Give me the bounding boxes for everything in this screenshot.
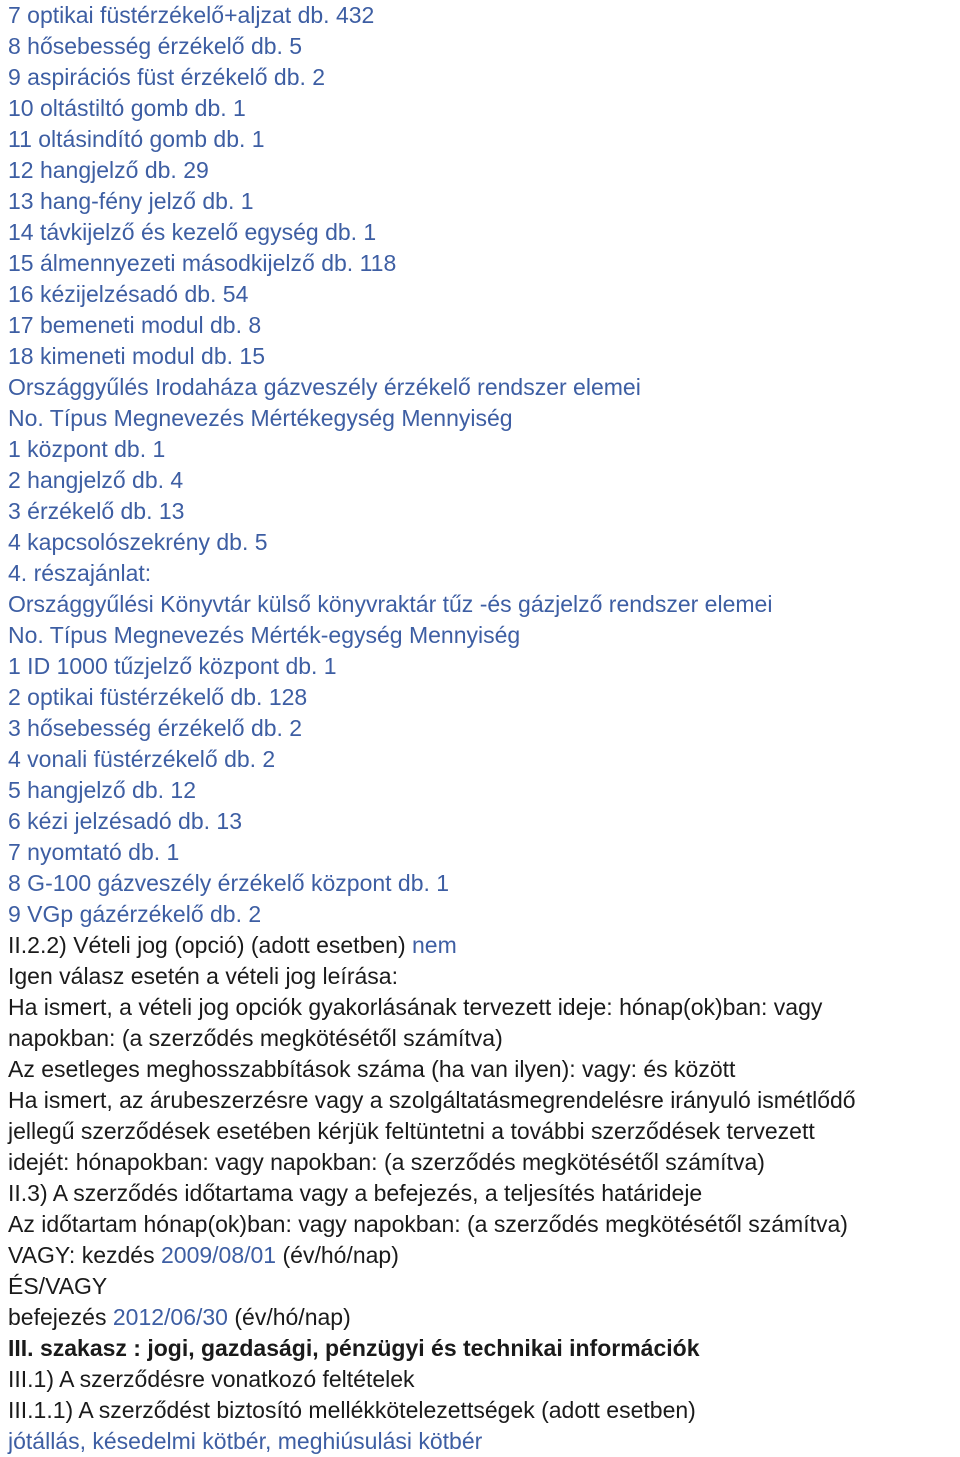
document-line xyxy=(8,651,960,682)
filled-value-text: 15 álmennyezeti másodkijelző db. 118 xyxy=(8,250,397,276)
document-line xyxy=(8,279,960,310)
document-line xyxy=(8,434,960,465)
document-line xyxy=(8,1147,960,1178)
form-label-text: jellegű szerződések esetében kérjük feltüntetni a további szerződések tervezett xyxy=(8,1118,815,1144)
document-line xyxy=(8,1209,960,1240)
filled-value-text: 16 kézijelzésadó db. 54 xyxy=(8,281,249,307)
document-line xyxy=(8,620,960,651)
filled-value-text: 4 vonali füstérzékelő db. 2 xyxy=(8,746,276,772)
document-line xyxy=(8,1054,960,1085)
document-line xyxy=(8,1178,960,1209)
form-label-text: (év/hó/nap) xyxy=(276,1242,399,1268)
document-line xyxy=(8,775,960,806)
filled-value-text: 4 kapcsolószekrény db. 5 xyxy=(8,529,268,555)
form-label-text: II.2.2) Vételi jog (opció) (adott esetben) xyxy=(8,932,412,958)
filled-value-text: 2 hangjelző db. 4 xyxy=(8,467,184,493)
filled-value-text: 3 hősebesség érzékelő db. 2 xyxy=(8,715,303,741)
filled-value-text: jótállás, késedelmi kötbér, meghiúsulási kötbér xyxy=(8,1428,483,1454)
document-line xyxy=(8,31,960,62)
document-line xyxy=(8,1023,960,1054)
filled-value-text: 7 nyomtató db. 1 xyxy=(8,839,180,865)
filled-value-text: 6 kézi jelzésadó db. 13 xyxy=(8,808,242,834)
document-line xyxy=(8,465,960,496)
form-label-text: VAGY: kezdés xyxy=(8,1242,161,1268)
form-label-text: Igen válasz esetén a vételi jog leírása: xyxy=(8,963,398,989)
filled-value-text: 13 hang-fény jelző db. 1 xyxy=(8,188,254,214)
document-line xyxy=(8,744,960,775)
document-line xyxy=(8,1364,960,1395)
document-line xyxy=(8,1271,960,1302)
filled-value-text: 7 optikai füstérzékelő+aljzat db. 432 xyxy=(8,2,375,28)
document-line xyxy=(8,527,960,558)
document-line xyxy=(8,1426,960,1457)
document-line xyxy=(8,961,960,992)
document-line xyxy=(8,713,960,744)
document-line xyxy=(8,682,960,713)
form-label-text: (év/hó/nap) xyxy=(227,1304,351,1330)
filled-value-text: Országgyűlési Könyvtár külső könyvraktár tűz -és gázjelző rendszer elemei xyxy=(8,591,773,617)
form-label-text: idejét: hónapokban: vagy napokban: (a szerződés megkötésétől számítva) xyxy=(8,1149,765,1175)
filled-value-text: 3 érzékelő db. 13 xyxy=(8,498,185,524)
filled-value-text: 17 bemeneti modul db. 8 xyxy=(8,312,262,338)
filled-value-text: 8 G-100 gázveszély érzékelő központ db. 1 xyxy=(8,870,450,896)
filled-value-text: 12 hangjelző db. 29 xyxy=(8,157,209,183)
document-line xyxy=(8,62,960,93)
filled-value-text: nem xyxy=(412,932,457,958)
filled-value-text: Országgyűlés Irodaháza gázveszély érzékelő rendszer elemei xyxy=(8,374,641,400)
document-line xyxy=(8,403,960,434)
filled-value-text: 10 oltástiltó gomb db. 1 xyxy=(8,95,246,121)
form-label-text: II.3) A szerződés időtartama vagy a befejezés, a teljesítés határideje xyxy=(8,1180,703,1206)
document-line xyxy=(8,93,960,124)
document-line xyxy=(8,155,960,186)
filled-value-text: 1 ID 1000 tűzjelző központ db. 1 xyxy=(8,653,337,679)
form-label-text: III.1.1) A szerződést biztosító mellékkötelezettségek (adott esetben) xyxy=(8,1397,696,1423)
document-line xyxy=(8,589,960,620)
document-line xyxy=(8,1302,960,1333)
document-line xyxy=(8,310,960,341)
form-label-text: Az esetleges meghosszabbítások száma (ha van ilyen): vagy: és között xyxy=(8,1056,736,1082)
document-line xyxy=(8,837,960,868)
document-line xyxy=(8,1240,960,1271)
document-line xyxy=(8,899,960,930)
document-line xyxy=(8,930,960,961)
form-label-text: Ha ismert, a vételi jog opciók gyakorlásának tervezett ideje: hónap(ok)ban: vagy xyxy=(8,994,823,1020)
document-line xyxy=(8,217,960,248)
document-line xyxy=(8,341,960,372)
document-line xyxy=(8,558,960,589)
filled-value-text: 2009/08/01 xyxy=(160,1242,277,1268)
filled-value-text: 1 központ db. 1 xyxy=(8,436,166,462)
document-line xyxy=(8,868,960,899)
filled-value-text: No. Típus Megnevezés Mértékegység Mennyiség xyxy=(8,405,513,431)
document-line xyxy=(8,992,960,1023)
form-label-text: III.1) A szerződésre vonatkozó feltételek xyxy=(8,1366,415,1392)
document-line xyxy=(8,1395,960,1426)
document-line xyxy=(8,248,960,279)
filled-value-text: 9 VGp gázérzékelő db. 2 xyxy=(8,901,262,927)
filled-value-text: 8 hősebesség érzékelő db. 5 xyxy=(8,33,303,59)
document-line xyxy=(8,1085,960,1116)
form-label-text: Ha ismert, az árubeszerzésre vagy a szolgáltatásmegrendelésre irányuló ismétlődő xyxy=(8,1087,856,1113)
document-line xyxy=(8,0,960,31)
filled-value-text: No. Típus Megnevezés Mérték-egység Mennyiség xyxy=(8,622,521,648)
document-line xyxy=(8,124,960,155)
filled-value-text: 14 távkijelző és kezelő egység db. 1 xyxy=(8,219,377,245)
form-label-text: ÉS/VAGY xyxy=(8,1273,108,1299)
document-line xyxy=(8,1116,960,1147)
document-line xyxy=(8,372,960,403)
document-line xyxy=(8,496,960,527)
form-label-text: napokban: (a szerződés megkötésétől számítva) xyxy=(8,1025,503,1051)
filled-value-text: 2 optikai füstérzékelő db. 128 xyxy=(8,684,308,710)
filled-value-text: 9 aspirációs füst érzékelő db. 2 xyxy=(8,64,326,90)
filled-value-text: 11 oltásindító gomb db. 1 xyxy=(8,126,265,152)
document-line xyxy=(8,1333,960,1364)
document-line xyxy=(8,186,960,217)
form-label-text: III. szakasz : jogi, gazdasági, pénzügyi és technikai információk xyxy=(8,1335,700,1361)
form-label-text: Az időtartam hónap(ok)ban: vagy napokban: (a szerződés megkötésétől számítva) xyxy=(8,1211,848,1237)
filled-value-text: 2012/06/30 xyxy=(112,1304,228,1330)
filled-value-text: 5 hangjelző db. 12 xyxy=(8,777,196,803)
filled-value-text: 4. részajánlat: xyxy=(8,560,152,586)
filled-value-text: 18 kimeneti modul db. 15 xyxy=(8,343,265,369)
document-line xyxy=(8,806,960,837)
form-label-text: befejezés xyxy=(8,1304,113,1330)
